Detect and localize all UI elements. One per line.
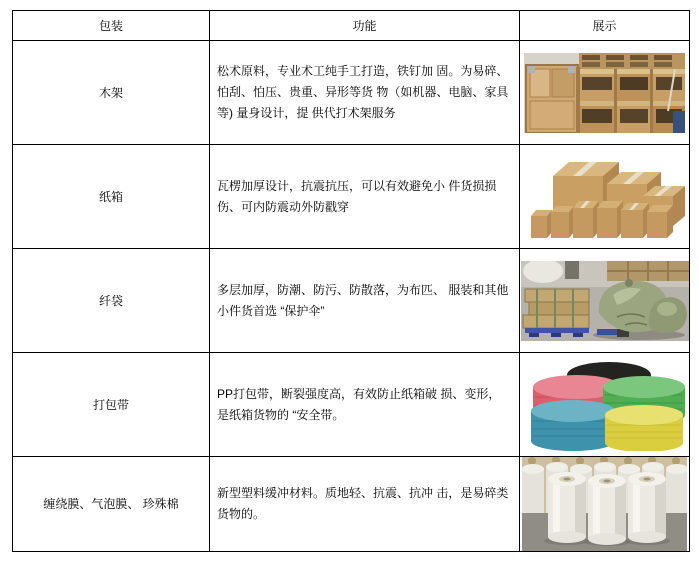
- stretch-film-rolls-photo: [522, 457, 687, 551]
- function-text: 多层加厚，防潮、防污、防散落，为布匹、 服装和其他小件货首选 “保护伞”: [217, 282, 509, 318]
- packaging-name: 缠绕膜、气泡膜、 珍殊棉: [13, 457, 210, 552]
- strapping-rolls-photo: [525, 359, 685, 451]
- function-text: PP打包带，断裂强度高，有效防止纸箱破 损、变形，是纸箱货物的 “安全带。: [217, 386, 501, 422]
- packaging-table: [12, 10, 690, 552]
- function-text: 新型塑料缓冲材料。质地轻、抗震、抗冲 击，是易碎类货物的。: [217, 486, 509, 521]
- table-header-row: [13, 11, 690, 41]
- packaging-name: 打包带: [13, 353, 210, 457]
- header-packaging: 包装: [13, 11, 210, 41]
- wooden-crates-photo: [524, 53, 685, 133]
- table-row-wooden-crate: [13, 41, 690, 145]
- table-row-wrap-film: [13, 457, 690, 552]
- woven-bags-photo: [521, 261, 689, 341]
- table-row-strapping: [13, 353, 690, 457]
- header-display: 展示: [520, 11, 690, 41]
- function-text: 松术原料，专业术工纯手工打造，铁钉加 固。为易碎、怕刮、怕压、贵重、异形等货 物（如机器、电脑、家具等) 量身设计，提 供代打术架服务: [217, 64, 509, 120]
- table-row-carton: [13, 145, 690, 249]
- packaging-name: 纤袋: [13, 249, 210, 353]
- cardboard-boxes-photo: [523, 154, 687, 240]
- packaging-name: 纸箱: [13, 145, 210, 249]
- table-row-fiber-bag: [13, 249, 690, 353]
- packaging-name: 木架: [13, 41, 210, 145]
- function-text: 瓦楞加厚设计，抗震抗压，可以有效避免小 件货损损伤、可内防震动外防戳穿: [217, 178, 497, 214]
- header-function: 功能: [210, 11, 520, 41]
